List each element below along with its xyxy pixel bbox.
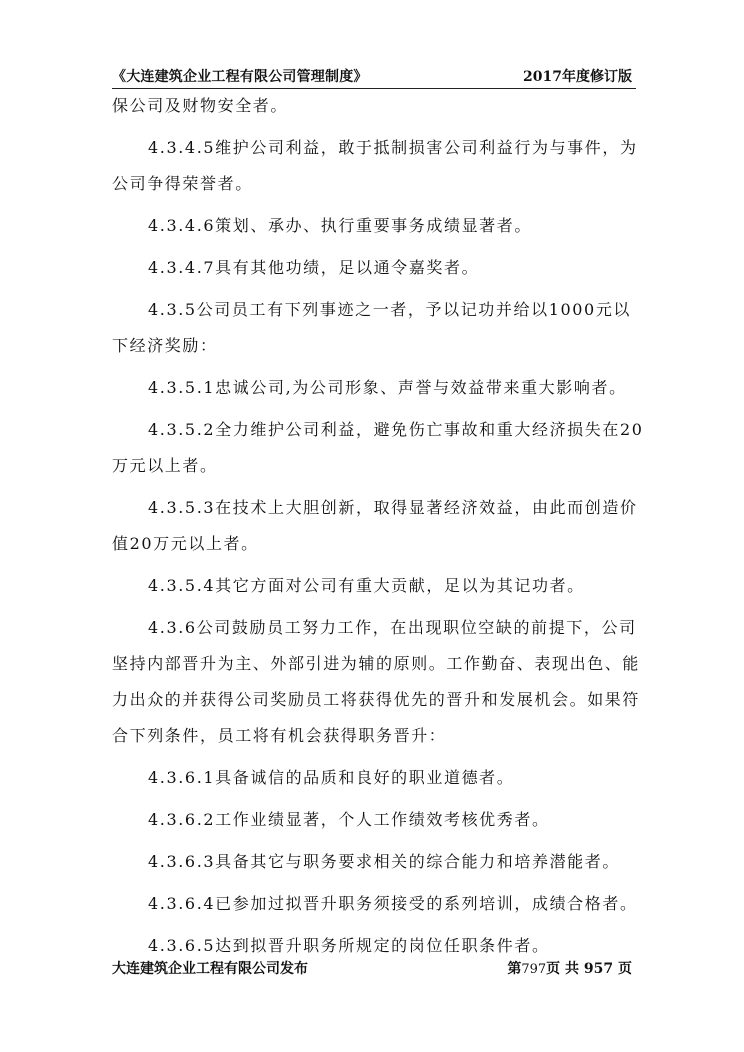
page-prefix: 第 xyxy=(507,961,522,977)
text-line: 值20万元以上者。 xyxy=(112,534,259,553)
text-line: 4.3.4.6策划、承办、执行重要事务成绩显著者。 xyxy=(148,216,532,235)
text-line: 合下列条件，员工将有机会获得职务晋升： xyxy=(112,726,447,745)
page-header xyxy=(112,64,636,89)
edition-label: 2017年度修订版 xyxy=(523,69,632,85)
page-number xyxy=(507,958,632,978)
text-line: 下经济奖励： xyxy=(112,336,218,355)
text-line: 公司争得荣誉者。 xyxy=(112,174,253,193)
text-line: 4.3.4.7具有其他功绩，足以通令嘉奖者。 xyxy=(148,258,480,277)
page-middle: 页 共 xyxy=(546,961,580,977)
text-line: 4.3.6.2工作业绩显著，个人工作绩效考核优秀者。 xyxy=(148,810,550,829)
publisher-label: 大连建筑企业工程有限公司发布 xyxy=(112,961,308,977)
text-line: 4.3.6.5达到拟晋升职务所规定的岗位任职条件者。 xyxy=(148,936,550,955)
text-line: 力出众的并获得公司奖励员工将获得优先的晋升和发展机会。如果符 xyxy=(112,690,641,709)
page-suffix: 页 xyxy=(618,961,632,977)
page-total: 957 xyxy=(583,961,614,977)
text-line: 万元以上者。 xyxy=(112,456,218,475)
text-line: 4.3.6.4已参加过拟晋升职务须接受的系列培训，成绩合格者。 xyxy=(148,894,638,913)
text-line: 4.3.6.3具备其它与职务要求相关的综合能力和培养潜能者。 xyxy=(148,852,620,871)
text-line: 4.3.5公司员工有下列事迹之一者，予以记功并给以1000元以 xyxy=(148,300,632,319)
text-line: 4.3.4.5维护公司利益，敢于抵制损害公司利益行为与事件，为 xyxy=(148,138,638,157)
text-line: 4.3.6.1具备诚信的品质和良好的职业道德者。 xyxy=(148,768,515,787)
text-line: 4.3.5.1忠诚公司,为公司形象、声誉与效益带来重大影响者。 xyxy=(148,378,627,397)
document-title: 《大连建筑企业工程有限公司管理制度》 xyxy=(112,69,368,85)
text-line: 4.3.5.2全力维护公司利益，避免伤亡事故和重大经济损失在20 xyxy=(148,420,644,439)
page-current: 797 xyxy=(521,962,547,977)
text-line: 4.3.5.3在技术上大胆创新，取得显著经济效益，由此而创造价 xyxy=(148,498,638,517)
page-footer xyxy=(112,958,636,982)
text-line: 保公司及财物安全者。 xyxy=(112,96,289,115)
text-line: 坚持内部晋升为主、外部引进为辅的原则。工作勤奋、表现出色、能 xyxy=(112,654,641,673)
text-line: 4.3.5.4其它方面对公司有重大贡献，足以为其记功者。 xyxy=(148,576,585,595)
text-line: 4.3.6公司鼓励员工努力工作，在出现职位空缺的前提下，公司 xyxy=(148,618,637,637)
